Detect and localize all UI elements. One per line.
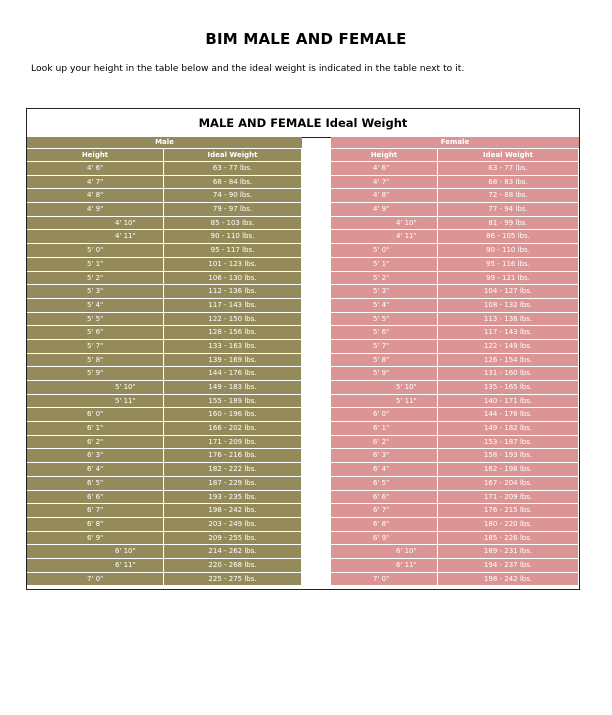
- male-height-cell: 6' 8": [27, 518, 164, 532]
- male-weight-cell: 117 - 143 lbs.: [164, 299, 302, 313]
- male-height-cell: 6' 6": [27, 491, 164, 505]
- female-weight-cell: 108 - 132 lbs.: [438, 299, 579, 313]
- male-height-cell: 6' 7": [27, 504, 164, 518]
- female-weight-cell: 90 - 110 lbs.: [438, 244, 579, 258]
- male-table-row: [27, 285, 302, 299]
- male-table-row: [27, 518, 302, 532]
- female-height-cell: 6' 1": [331, 422, 438, 436]
- male-height-cell: 4' 10": [27, 217, 164, 231]
- female-group-header: Female: [331, 137, 579, 149]
- male-height-cell: 5' 8": [27, 354, 164, 368]
- female-weight-cell: 185 - 226 lbs.: [438, 532, 579, 546]
- female-height-cell: 6' 10": [331, 545, 438, 559]
- male-height-cell: 5' 11": [27, 395, 164, 409]
- female-table-row: [331, 217, 579, 231]
- female-height-cell: 5' 7": [331, 340, 438, 354]
- male-table-row: [27, 367, 302, 381]
- female-weight-cell: 162 - 198 lbs.: [438, 463, 579, 477]
- female-height-cell: 5' 9": [331, 367, 438, 381]
- female-table-row: [331, 532, 579, 546]
- female-table-row: [331, 272, 579, 286]
- female-table-row: [331, 258, 579, 272]
- female-height-cell: 6' 7": [331, 504, 438, 518]
- female-height-cell: 6' 11": [331, 559, 438, 573]
- male-weight-cell: 63 - 77 lbs.: [164, 162, 302, 176]
- female-table-row: [331, 518, 579, 532]
- female-height-header: Height: [331, 149, 438, 162]
- female-weight-cell: 126 - 154 lbs.: [438, 354, 579, 368]
- male-height-cell: 5' 9": [27, 367, 164, 381]
- female-table-row: [331, 299, 579, 313]
- male-weight-cell: 144 - 176 lbs.: [164, 367, 302, 381]
- male-rows: [27, 162, 302, 586]
- female-weight-cell: 95 - 116 lbs.: [438, 258, 579, 272]
- male-weight-cell: 187 - 229 lbs.: [164, 477, 302, 491]
- male-weight-cell: 128 - 156 lbs.: [164, 326, 302, 340]
- ideal-weight-table: [26, 108, 580, 590]
- female-table-row: [331, 230, 579, 244]
- female-height-cell: 5' 4": [331, 299, 438, 313]
- male-table-row: [27, 491, 302, 505]
- female-height-cell: 4' 11": [331, 230, 438, 244]
- male-weight-cell: 214 - 262 lbs.: [164, 545, 302, 559]
- male-height-cell: 5' 5": [27, 313, 164, 327]
- male-weight-cell: 149 - 183 lbs.: [164, 381, 302, 395]
- male-table-row: [27, 504, 302, 518]
- male-height-header: Height: [27, 149, 164, 162]
- male-height-cell: 5' 0": [27, 244, 164, 258]
- female-table-row: [331, 285, 579, 299]
- male-table-row: [27, 545, 302, 559]
- male-weight-cell: 160 - 196 lbs.: [164, 408, 302, 422]
- female-height-cell: 6' 5": [331, 477, 438, 491]
- male-height-cell: 5' 7": [27, 340, 164, 354]
- male-weight-cell: 209 - 255 lbs.: [164, 532, 302, 546]
- female-weight-cell: 158 - 193 lbs.: [438, 449, 579, 463]
- male-weight-cell: 176 - 216 lbs.: [164, 449, 302, 463]
- male-table-row: [27, 258, 302, 272]
- male-table-row: [27, 532, 302, 546]
- female-height-cell: 5' 2": [331, 272, 438, 286]
- female-weight-cell: 194 - 237 lbs.: [438, 559, 579, 573]
- female-weight-cell: 189 - 231 lbs.: [438, 545, 579, 559]
- female-table-row: [331, 449, 579, 463]
- male-table-row: [27, 217, 302, 231]
- male-weight-cell: 139 - 169 lbs.: [164, 354, 302, 368]
- female-table-row: [331, 340, 579, 354]
- male-height-cell: 5' 3": [27, 285, 164, 299]
- male-table-row: [27, 395, 302, 409]
- female-table-row: [331, 477, 579, 491]
- female-height-cell: 5' 8": [331, 354, 438, 368]
- female-weight-cell: 140 - 171 lbs.: [438, 395, 579, 409]
- male-height-cell: 5' 1": [27, 258, 164, 272]
- male-weight-cell: 203 - 249 lbs.: [164, 518, 302, 532]
- page-title: BIM MALE AND FEMALE: [205, 30, 407, 48]
- female-section: [331, 137, 579, 586]
- male-height-cell: 6' 0": [27, 408, 164, 422]
- female-weight-cell: 99 - 121 lbs.: [438, 272, 579, 286]
- male-table-row: [27, 230, 302, 244]
- female-weight-cell: 86 - 105 lbs.: [438, 230, 579, 244]
- female-weight-cell: 72 - 88 lbs.: [438, 189, 579, 203]
- female-table-row: [331, 436, 579, 450]
- male-table-row: [27, 422, 302, 436]
- male-height-cell: 6' 10": [27, 545, 164, 559]
- male-weight-cell: 225 - 275 lbs.: [164, 573, 302, 587]
- female-height-cell: 6' 2": [331, 436, 438, 450]
- female-weight-cell: 144 - 176 lbs.: [438, 408, 579, 422]
- female-height-cell: 4' 9": [331, 203, 438, 217]
- female-height-cell: 5' 6": [331, 326, 438, 340]
- male-weight-cell: 155 - 189 lbs.: [164, 395, 302, 409]
- female-height-cell: 5' 10": [331, 381, 438, 395]
- intro-text: Look up your height in the table below and the ideal weight is indicated in the table next to it.: [31, 63, 465, 74]
- male-table-row: [27, 381, 302, 395]
- female-weight-cell: 63 - 77 lbs.: [438, 162, 579, 176]
- male-weight-cell: 74 - 90 lbs.: [164, 189, 302, 203]
- male-height-cell: 5' 10": [27, 381, 164, 395]
- female-table-row: [331, 244, 579, 258]
- male-weight-cell: 95 - 117 lbs.: [164, 244, 302, 258]
- female-weight-cell: 135 - 165 lbs.: [438, 381, 579, 395]
- male-table-row: [27, 408, 302, 422]
- female-table-row: [331, 491, 579, 505]
- male-table-row: [27, 559, 302, 573]
- male-table-row: [27, 272, 302, 286]
- female-height-cell: 5' 0": [331, 244, 438, 258]
- male-weight-cell: 193 - 235 lbs.: [164, 491, 302, 505]
- female-weight-cell: 171 - 209 lbs.: [438, 491, 579, 505]
- female-height-cell: 5' 3": [331, 285, 438, 299]
- male-height-cell: 4' 7": [27, 176, 164, 190]
- female-weight-cell: 81 - 99 lbs.: [438, 217, 579, 231]
- female-table-row: [331, 367, 579, 381]
- male-column-headers: [27, 149, 302, 162]
- female-table-row: [331, 354, 579, 368]
- female-height-cell: 6' 4": [331, 463, 438, 477]
- male-height-cell: 6' 5": [27, 477, 164, 491]
- male-height-cell: 5' 2": [27, 272, 164, 286]
- female-table-row: [331, 545, 579, 559]
- male-table-row: [27, 436, 302, 450]
- male-table-row: [27, 299, 302, 313]
- female-table-row: [331, 189, 579, 203]
- male-group-header: Male: [27, 137, 302, 149]
- male-weight-cell: 90 - 110 lbs.: [164, 230, 302, 244]
- female-height-cell: 6' 3": [331, 449, 438, 463]
- female-weight-cell: 113 - 138 lbs.: [438, 313, 579, 327]
- female-weight-cell: 198 - 242 lbs.: [438, 573, 579, 587]
- male-weight-cell: 122 - 150 lbs.: [164, 313, 302, 327]
- male-height-cell: 6' 9": [27, 532, 164, 546]
- male-table-row: [27, 449, 302, 463]
- male-height-cell: 6' 3": [27, 449, 164, 463]
- female-table-row: [331, 573, 579, 587]
- male-table-row: [27, 203, 302, 217]
- male-table-row: [27, 463, 302, 477]
- female-height-cell: 6' 6": [331, 491, 438, 505]
- male-height-cell: 6' 1": [27, 422, 164, 436]
- female-height-cell: 4' 6": [331, 162, 438, 176]
- male-table-row: [27, 313, 302, 327]
- male-weight-cell: 133 - 163 lbs.: [164, 340, 302, 354]
- female-height-cell: 6' 9": [331, 532, 438, 546]
- male-section: [27, 137, 302, 586]
- female-table-row: [331, 313, 579, 327]
- male-weight-cell: 68 - 84 lbs.: [164, 176, 302, 190]
- female-table-row: [331, 463, 579, 477]
- male-weight-cell: 171 - 209 lbs.: [164, 436, 302, 450]
- male-weight-cell: 182 - 222 lbs.: [164, 463, 302, 477]
- male-height-cell: 4' 9": [27, 203, 164, 217]
- female-table-row: [331, 422, 579, 436]
- female-weight-cell: 104 - 127 lbs.: [438, 285, 579, 299]
- male-height-cell: 4' 11": [27, 230, 164, 244]
- female-weight-cell: 68 - 83 lbs.: [438, 176, 579, 190]
- female-table-row: [331, 381, 579, 395]
- female-table-row: [331, 326, 579, 340]
- male-weight-cell: 106 - 130 lbs.: [164, 272, 302, 286]
- female-table-row: [331, 559, 579, 573]
- female-height-cell: 5' 5": [331, 313, 438, 327]
- female-weight-cell: 180 - 220 lbs.: [438, 518, 579, 532]
- male-table-row: [27, 477, 302, 491]
- male-weight-cell: 220 - 268 lbs.: [164, 559, 302, 573]
- table-title: MALE AND FEMALE Ideal Weight: [27, 109, 579, 138]
- female-rows: [331, 162, 579, 586]
- female-table-row: [331, 504, 579, 518]
- male-table-row: [27, 326, 302, 340]
- male-table-row: [27, 189, 302, 203]
- male-table-row: [27, 176, 302, 190]
- female-height-cell: 7' 0": [331, 573, 438, 587]
- male-weight-cell: 166 - 202 lbs.: [164, 422, 302, 436]
- male-weight-cell: 112 - 136 lbs.: [164, 285, 302, 299]
- male-table-row: [27, 573, 302, 587]
- female-height-cell: 6' 8": [331, 518, 438, 532]
- female-table-row: [331, 162, 579, 176]
- male-table-row: [27, 354, 302, 368]
- female-height-cell: 5' 11": [331, 395, 438, 409]
- female-column-headers: [331, 149, 579, 162]
- male-height-cell: 6' 2": [27, 436, 164, 450]
- female-weight-cell: 117 - 143 lbs.: [438, 326, 579, 340]
- male-weight-header: Ideal Weight: [164, 149, 302, 162]
- male-table-row: [27, 340, 302, 354]
- male-height-cell: 5' 6": [27, 326, 164, 340]
- female-table-row: [331, 203, 579, 217]
- male-height-cell: 4' 8": [27, 189, 164, 203]
- male-height-cell: 6' 4": [27, 463, 164, 477]
- female-weight-cell: 149 - 182 lbs.: [438, 422, 579, 436]
- female-height-cell: 4' 7": [331, 176, 438, 190]
- male-weight-cell: 101 - 123 lbs.: [164, 258, 302, 272]
- female-table-row: [331, 176, 579, 190]
- female-weight-cell: 153 - 187 lbs.: [438, 436, 579, 450]
- female-weight-cell: 122 - 149 lbs.: [438, 340, 579, 354]
- male-height-cell: 4' 6": [27, 162, 164, 176]
- female-table-row: [331, 395, 579, 409]
- male-table-row: [27, 162, 302, 176]
- male-weight-cell: 79 - 97 lbs.: [164, 203, 302, 217]
- male-height-cell: 7' 0": [27, 573, 164, 587]
- female-height-cell: 4' 10": [331, 217, 438, 231]
- female-weight-cell: 167 - 204 lbs.: [438, 477, 579, 491]
- female-weight-cell: 176 - 215 lbs.: [438, 504, 579, 518]
- male-height-cell: 5' 4": [27, 299, 164, 313]
- male-height-cell: 6' 11": [27, 559, 164, 573]
- male-weight-cell: 198 - 242 lbs.: [164, 504, 302, 518]
- male-weight-cell: 85 - 103 lbs.: [164, 217, 302, 231]
- female-weight-cell: 77 - 94 lbs.: [438, 203, 579, 217]
- female-height-cell: 5' 1": [331, 258, 438, 272]
- female-table-row: [331, 408, 579, 422]
- female-weight-header: Ideal Weight: [438, 149, 579, 162]
- female-weight-cell: 131 - 160 lbs.: [438, 367, 579, 381]
- female-height-cell: 6' 0": [331, 408, 438, 422]
- female-height-cell: 4' 8": [331, 189, 438, 203]
- male-table-row: [27, 244, 302, 258]
